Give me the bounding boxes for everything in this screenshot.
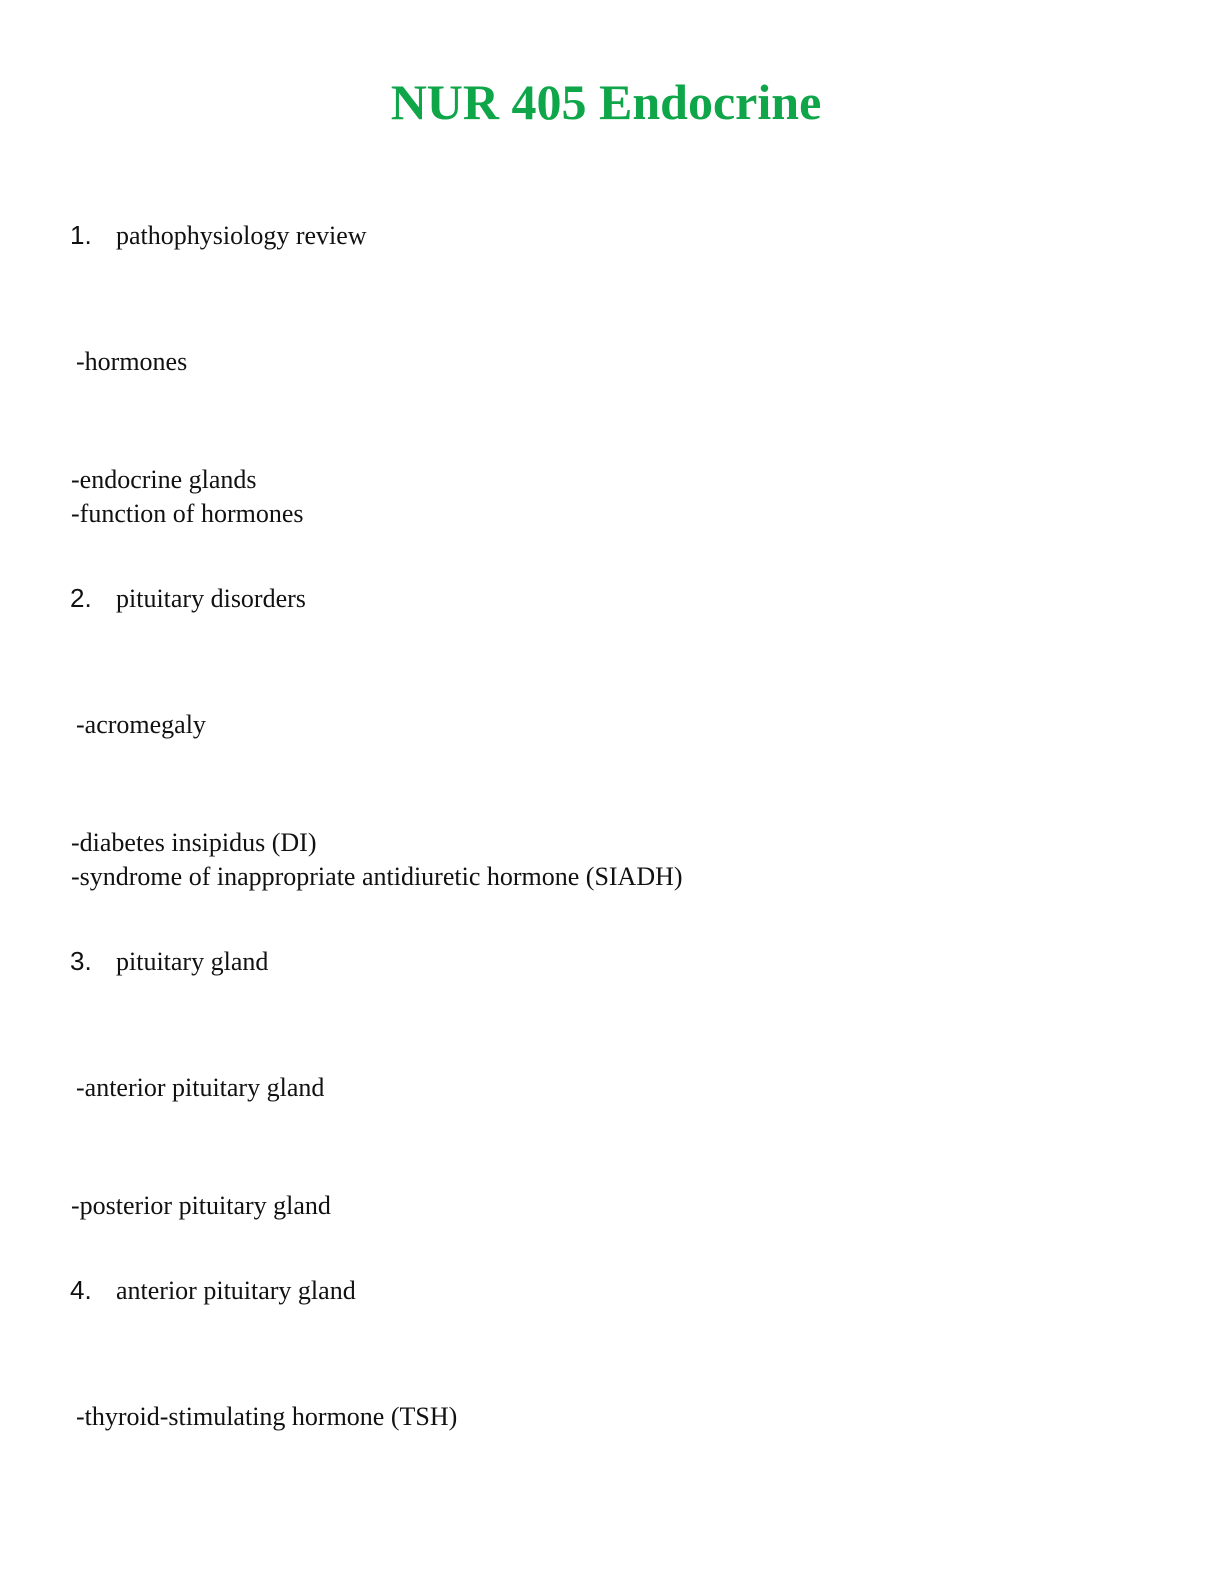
list-item: -posterior pituitary gland	[71, 1191, 331, 1220]
list-item: -acromegaly	[76, 710, 206, 739]
list-item: -function of hormones	[71, 499, 304, 528]
section-heading	[70, 1273, 356, 1308]
section-heading	[70, 581, 306, 616]
list-item: -thyroid-stimulating hormone (TSH)	[76, 1402, 458, 1431]
section-number: 3.	[70, 946, 92, 976]
section-number: 4.	[70, 1275, 92, 1305]
section-title: anterior pituitary gland	[116, 1276, 356, 1305]
list-item: -endocrine glands	[71, 465, 257, 494]
section-title: pituitary disorders	[116, 584, 306, 613]
list-item: -diabetes insipidus (DI)	[71, 828, 317, 857]
section-heading	[70, 944, 268, 979]
section-heading	[70, 218, 367, 253]
section-title: pituitary gland	[116, 947, 269, 976]
document-title: NUR 405 Endocrine	[390, 74, 822, 130]
list-item: -hormones	[76, 347, 188, 376]
list-item: -syndrome of inappropriate antidiuretic hormone (SIADH)	[71, 862, 683, 891]
section-number: 2.	[70, 583, 92, 613]
section-number: 1.	[70, 220, 92, 250]
list-item: -anterior pituitary gland	[76, 1073, 325, 1102]
section-title: pathophysiology review	[116, 221, 367, 250]
